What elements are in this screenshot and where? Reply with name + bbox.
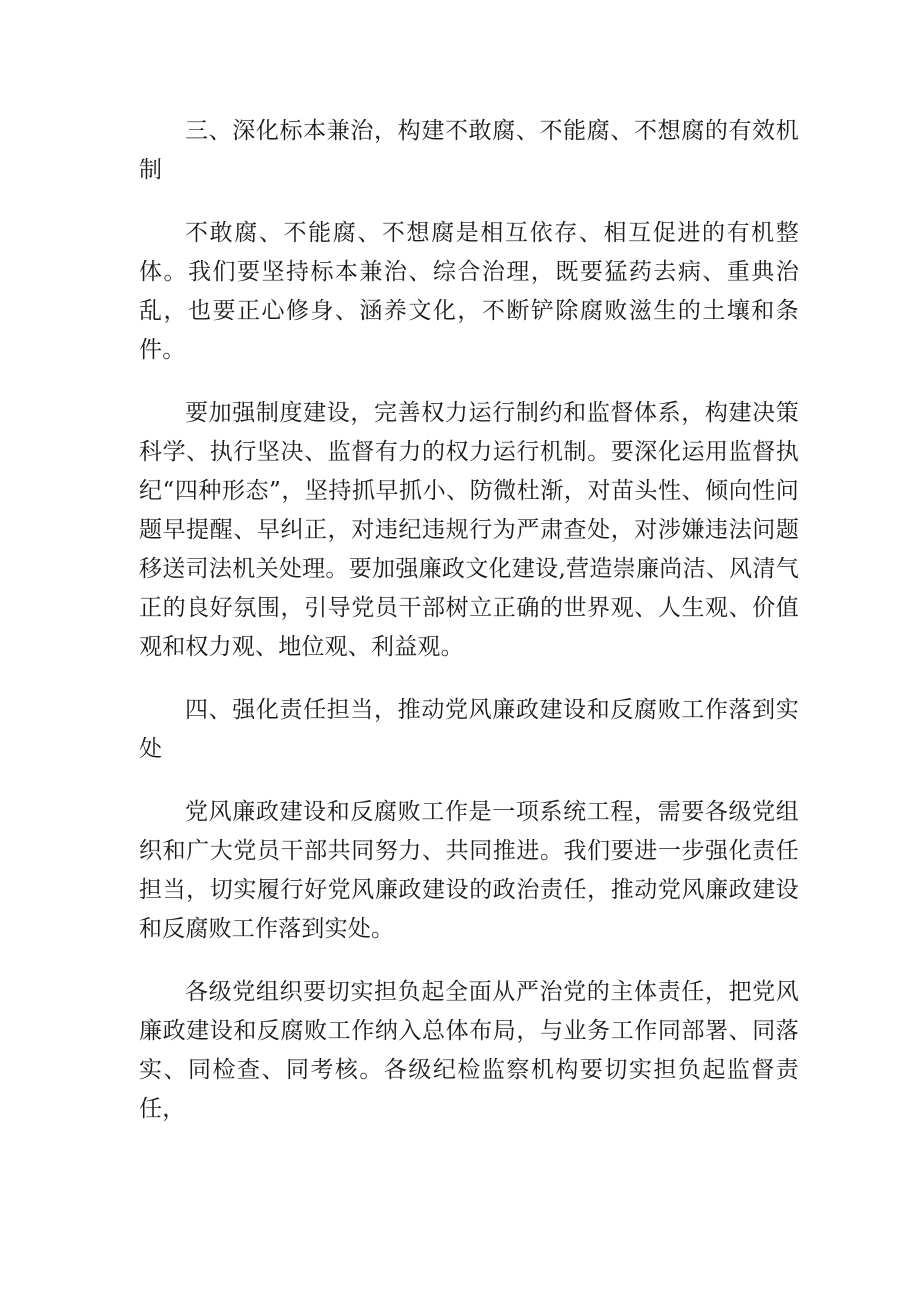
body-paragraph: 各级党组织要切实担负起全面从严治党的主体责任，把党风廉政建设和反腐败工作纳入总体布局，与业务工作同部署、同落实、同检查、同考核。各级纪检监察机构要切实担负起监督责任， bbox=[139, 979, 799, 1122]
document-body bbox=[139, 112, 799, 1153]
section-heading-3: 三、深化标本兼治，构建不敢腐、不能腐、不想腐的有效机制 bbox=[139, 118, 799, 183]
section-heading-4: 四、强化责任担当，推动党风廉政建设和反腐败工作落到实处 bbox=[139, 697, 799, 762]
body-paragraph: 要加强制度建设，完善权力运行制约和监督体系，构建决策科学、执行坚决、监督有力的权力运行机制。要深化运用监督执纪“四种形态”，坚持抓早抓小、防微杜渐，对苗头性、倾向性问题早提醒、早纠正，对违纪违规行为严肃查处，对涉嫌违法问题移送司法机关处理。要加强廉政文化建设,营造崇廉尚洁、风清气正的良好氛围，引导党员干部树立正确的世界观、人生观、价值观和权力观、地位观、利益观。 bbox=[139, 400, 799, 660]
body-paragraph: 党风廉政建设和反腐败工作是一项系统工程，需要各级党组织和广大党员干部共同努力、共同推进。我们要进一步强化责任担当，切实履行好党风廉政建设的政治责任，推动党风廉政建设和反腐败工作落到实处。 bbox=[139, 799, 799, 942]
body-paragraph: 不敢腐、不能腐、不想腐是相互依存、相互促进的有机整体。我们要坚持标本兼治、综合治理，既要猛药去病、重典治乱，也要正心修身、涵养文化，不断铲除腐败滋生的土壤和条件。 bbox=[139, 220, 799, 363]
